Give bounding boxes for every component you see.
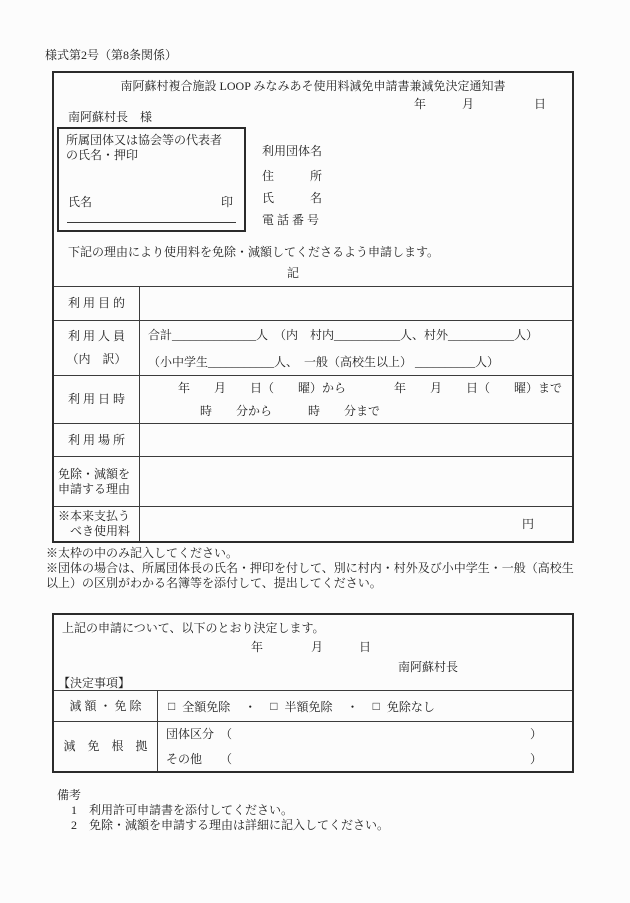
signature-underline [67,222,236,223]
fee-row [54,506,572,541]
decision-signer-label: 南阿蘇村長 [398,660,459,674]
note-group-roster: ※団体の場合は、所属団体長の氏名・押印を付して、別に村内・村外及び小中学生・一般（高校生以上）の区別がわかる名簿等を添付して、提出してください。 [46,561,574,590]
request-statement: 下記の理由により使用料を免除・減額してくださるよう申請します。 [68,245,440,259]
purpose-row [54,286,572,320]
fee-label [54,507,140,541]
remarks-item-2: 2 免除・減額を申請する理由は詳細に記入してください。 [71,818,390,832]
datetime-line1: 年 月 日（ 曜）から 年 月 日（ 曜）まで [178,380,563,395]
basis-label: 減 免 根 拠 [54,722,158,771]
purpose-label: 利 用 目 的 [54,287,140,320]
basis-value-cell [158,722,572,771]
reason-value-cell [140,457,572,506]
representative-caption-line2: の氏名・押印 [66,148,139,162]
reduction-row [54,690,572,721]
personnel-row [54,320,572,375]
reason-row [54,456,572,506]
decision-section-heading: 【決定事項】 [58,676,131,690]
applicant-name-label: 氏 名 [262,191,323,205]
place-row [54,423,572,456]
fee-label-line1: ※本来支払う [58,509,131,523]
basis-line1-prefix: 団体区分 （ [166,727,233,742]
datetime-row [54,375,572,423]
decision-statement: 上記の申請について、以下のとおり決定します。 [62,621,325,635]
purpose-value-cell [140,287,572,320]
form-number-label: 様式第2号（第8条関係） [45,48,178,62]
basis-line2-suffix: ） [529,751,542,766]
checkbox-half-exemption-icon: □ [270,698,278,713]
option-half-exemption-label: 半額免除 [284,699,333,714]
personnel-line1: 合計______________人 （内 村内___________人、村外___________人） [148,327,539,342]
basis-row [54,721,572,771]
personnel-value-cell [140,321,572,375]
basis-line1-suffix: ） [529,727,542,742]
application-date-blank: 年 月 日 [414,97,547,111]
place-value-cell [140,424,572,456]
reduction-label: 減 額 ・ 免 除 [54,691,158,721]
application-title: 南阿蘇村複合施設 LOOP みなみあそ使用料減免申請書兼減免決定通知書 [120,79,506,93]
reason-label-line1: 免除・減額を [58,466,131,481]
representative-name-label: 氏名 [68,195,93,209]
ki-heading: 記 [286,266,299,280]
checkbox-no-exemption-icon: □ [372,698,380,713]
option-full-exemption-label: 全額免除 [182,699,231,714]
basis-line2-prefix: その他 （ [166,751,233,766]
option-no-exemption-label: 免除なし [386,699,435,714]
seal-mark-label: 印 [220,195,233,209]
applicant-address-label: 住 所 [262,169,323,183]
remarks-item-1: 1 利用許可申請書を添付してください。 [71,803,294,817]
fee-label-line2: べき使用料 [58,524,131,538]
reason-label [54,457,140,506]
reduction-options [158,698,572,715]
reason-label-line2: 申請する理由 [58,481,131,496]
applicant-group-name-label: 利用団体名 [262,144,323,158]
addressee-label: 南阿蘇村長 様 [68,110,153,124]
datetime-label: 利 用 日 時 [54,376,140,423]
personnel-label-line2: （内 訳） [66,352,127,366]
option-separator-1: ・ [244,699,257,714]
personnel-label-line1: 利 用 人 員 [67,329,125,343]
decision-table [54,690,572,771]
personnel-label [54,321,140,375]
fee-value-cell [140,507,572,541]
decision-date-blank: 年 月 日 [251,640,372,654]
usage-table [54,286,572,541]
representative-seal-box [57,127,246,232]
option-separator-2: ・ [346,699,359,714]
application-box [52,71,574,543]
note-thick-frame: ※太枠の中のみ記入してください。 [46,546,239,560]
remarks-heading: 備考 [57,788,82,802]
basis-line-group-class [158,724,572,744]
datetime-value-cell [140,376,572,423]
datetime-line2: 時 分から 時 分まで [200,404,381,419]
basis-line-other [158,749,572,769]
decision-box [52,613,574,773]
personnel-line2: （小中学生___________人、 一般（高校生以上） __________人） [148,354,500,369]
representative-caption-line1: 所属団体又は協会等の代表者 [66,133,223,147]
applicant-phone-label: 電 話 番 号 [262,213,320,227]
place-label: 利 用 場 所 [54,424,140,456]
fee-unit-label: 円 [521,517,534,531]
checkbox-full-exemption-icon: □ [168,698,176,713]
